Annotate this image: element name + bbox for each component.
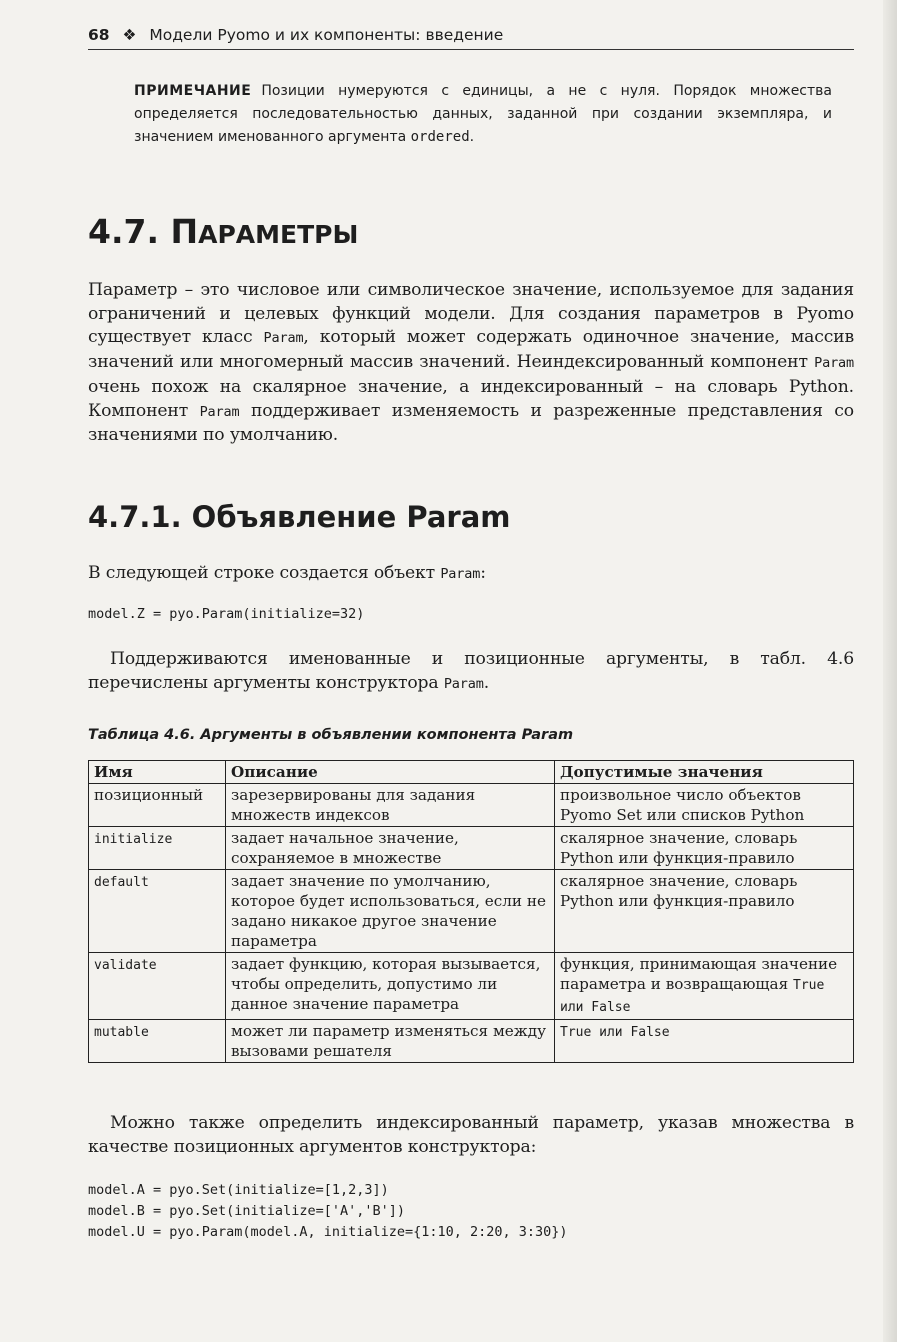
text-run: Поддерживаются именованные и позиционные аргументы, в табл. 4.6 перечислены аргументы конструктора	[88, 649, 854, 693]
note-code: ordered	[410, 129, 470, 145]
section-title	[88, 212, 358, 251]
cell-description: может ли параметр изменяться между вызовами решателя	[226, 1020, 555, 1063]
cell-values	[555, 1020, 854, 1063]
inline-code: Param	[263, 330, 304, 347]
code-block-param-z: model.Z = pyo.Param(initialize=32)	[88, 606, 365, 622]
paragraph-indexed-param: Можно также определить индексированный параметр, указав множества в качестве позиционных аргументов конструктора:	[88, 1113, 854, 1157]
table-row	[89, 870, 854, 953]
header-name: Имя	[89, 761, 226, 784]
page-edge	[883, 0, 897, 1342]
text-run: очень похож на скалярное значение, а индексированный – на словарь Python. Компонент	[88, 376, 854, 421]
subsection-title: 4.7.1. Объявление Param	[88, 500, 511, 534]
cell-values-code: True или False	[560, 978, 825, 1015]
cell-description: задает значение по умолчанию, которое будет использоваться, если не задано никакое другое значение параметра	[226, 870, 555, 953]
paragraph-create-param	[88, 562, 854, 587]
inline-code: Param	[440, 566, 481, 582]
header-description: Описание	[226, 761, 555, 784]
header-values: Допустимые значения	[555, 761, 854, 784]
code-block-indexed: model.A = pyo.Set(initialize=[1,2,3]) model.B = pyo.Set(initialize=['A','B']) model.U = pyo.Param(model.A, initialize={1:10, 2:20, 3:30})	[88, 1182, 568, 1240]
cell-name	[89, 827, 226, 870]
section-title-rest: АРАМЕТРЫ	[198, 220, 359, 249]
cell-description: зарезервированы для задания множеств индексов	[226, 784, 555, 827]
inline-code: Param	[814, 355, 854, 372]
args-table	[88, 760, 854, 1063]
cell-name-code: default	[94, 875, 149, 890]
table-caption: Таблица 4.6. Аргументы в объявлении компонента Param	[88, 727, 574, 743]
cell-description: задает начальное значение, сохраняемое в множестве	[226, 827, 555, 870]
diamond-icon: ❖	[122, 26, 137, 44]
note-label: ПРИМЕЧАНИЕ	[134, 83, 252, 99]
cell-values-text: функция, принимающая значение параметра и возвращающая	[560, 955, 838, 993]
table-row	[89, 784, 854, 827]
table-row	[89, 827, 854, 870]
cell-name	[89, 1020, 226, 1063]
note-text-end: .	[469, 129, 475, 145]
text-run: поддерживает изменяемость и разреженные представления со значениями по умолчанию.	[88, 400, 854, 446]
cell-name	[89, 870, 226, 953]
table-row	[89, 1020, 854, 1063]
cell-values: произвольное число объектов Pyomo Set или списков Python	[555, 784, 854, 827]
inline-code: Param	[443, 675, 484, 692]
paragraph-params-intro	[88, 279, 854, 448]
section-title-cap: П	[170, 212, 199, 251]
cell-name-code: initialize	[94, 832, 173, 847]
note-block	[134, 80, 832, 149]
table-header-row	[89, 761, 854, 784]
section-number: 4.7.	[88, 212, 159, 251]
paragraph-args	[88, 648, 854, 696]
cell-values	[555, 953, 854, 1020]
running-title: Модели Pyomo и их компоненты: введение	[149, 26, 504, 44]
cell-values: скалярное значение, словарь Python или функция-правило	[555, 870, 854, 953]
page-number: 68	[88, 26, 110, 44]
cell-name	[89, 953, 226, 1020]
text-run: Параметр – это числовое или символическое значение, используемое для задания ограничений и целевых функций модели. Для создания параметров в Pyomo существует класс	[88, 280, 854, 348]
running-header	[88, 26, 854, 50]
cell-name: позиционный	[89, 784, 226, 827]
text-run: :	[480, 563, 486, 583]
cell-name-code: mutable	[94, 1025, 149, 1040]
text-run: , который может содержать одиночное значение, массив значений или многомерный массив значений. Неиндексированный компонент	[88, 327, 854, 373]
text-run: В следующей строке создается объект	[88, 563, 441, 583]
inline-code: Param	[199, 403, 240, 420]
table-row	[89, 953, 854, 1020]
cell-name-code: validate	[94, 958, 157, 973]
cell-description: задает функцию, которая вызывается, чтобы определить, допустимо ли данное значение параметра	[226, 953, 555, 1020]
cell-values-code: True или False	[560, 1025, 670, 1040]
note-text: Позиции нумеруются с единицы, а не с нуля. Порядок множества определяется последовательностью данных, заданной при создании экземпляра, и значением именованного аргумента	[134, 83, 832, 145]
text-run: .	[483, 672, 490, 693]
cell-values: скалярное значение, словарь Python или функция-правило	[555, 827, 854, 870]
